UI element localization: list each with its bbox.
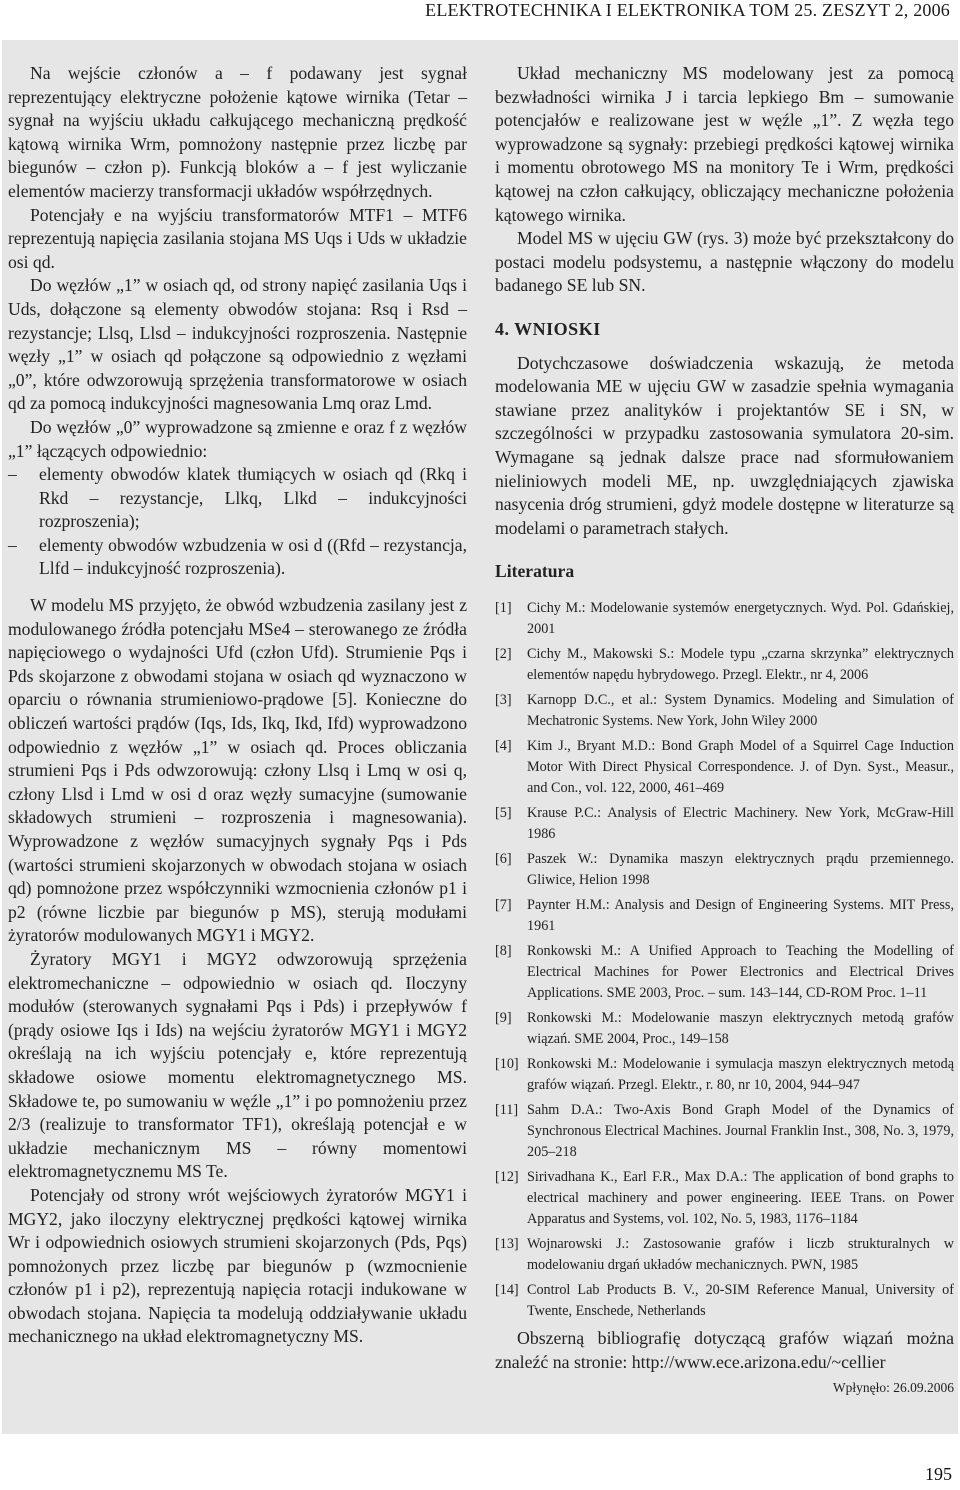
reference-item bbox=[495, 1008, 954, 1050]
list-item: – elementy obwodów wzbudzenia w osi d ((Rfd – rezystancja, Llfd – indukcyjność rozproszenia). bbox=[8, 534, 467, 581]
right-column bbox=[495, 62, 954, 1374]
reference-item bbox=[495, 895, 954, 937]
reference-item bbox=[495, 598, 954, 640]
reference-item bbox=[495, 736, 954, 799]
reference-list bbox=[495, 598, 954, 1322]
reference-number: [14] bbox=[495, 1281, 519, 1298]
reference-item bbox=[495, 690, 954, 732]
reference-item bbox=[495, 1280, 954, 1322]
reference-text: Ronkowski M.: A Unified Approach to Teaching the Modelling of Electrical Machines for Power Electronics and Electrical Drives Applications. SME 2003, Proc. – sum. 143–144, CD-ROM Proc. 1–11 bbox=[527, 942, 954, 1001]
reference-item bbox=[495, 803, 954, 845]
reference-item bbox=[495, 644, 954, 686]
reference-number: [3] bbox=[495, 691, 512, 708]
left-column bbox=[8, 62, 467, 1349]
reference-text: Paynter H.M.: Analysis and Design of Engineering Systems. MIT Press, 1961 bbox=[527, 896, 954, 934]
reference-number: [1] bbox=[495, 599, 512, 616]
reference-number: [9] bbox=[495, 1009, 512, 1026]
reference-number: [7] bbox=[495, 896, 512, 913]
reference-text: Sirivadhana K., Earl F.R., Max D.A.: The application of bond graphs to electrical machinery and power engineering. IEEE Trans. on Power Apparatus and Systems, vol. 102, No. 5, 1983, 1176–1184 bbox=[527, 1168, 954, 1227]
section-title: 4. WNIOSKI bbox=[495, 318, 601, 339]
reference-number: [13] bbox=[495, 1235, 519, 1252]
literature-title: Literatura bbox=[495, 561, 575, 582]
reference-number: [6] bbox=[495, 850, 512, 867]
reference-number: [12] bbox=[495, 1168, 519, 1185]
reference-text: Control Lab Products B. V., 20-SIM Reference Manual, University of Twente, Enschede, Netherlands bbox=[527, 1281, 954, 1319]
received-date: Wpłynęło: 26.09.2006 bbox=[832, 1380, 954, 1395]
journal-header: ELEKTROTECHNIKA I ELEKTRONIKA TOM 25. ZESZYT 2, 2006 bbox=[425, 0, 950, 20]
paragraph: Układ mechaniczny MS modelowany jest za pomocą bezwładności wirnika J i tarcia lepkiego Bm – sumowanie potencjałów e realizowane jest w węźle „1”. Z węzła tego wyprowadzone są sygnały: przebiegi prędkości kątowej wirnika i momentu obrotowego MS na monitory Te i Wrm, prędkości kątowej na człon całkujący, obliczający mechaniczne położenia kątowego wirnika. bbox=[495, 63, 954, 225]
reference-item bbox=[495, 1234, 954, 1276]
paragraph: W modelu MS przyjęto, że obwód wzbudzenia zasilany jest z modulowanego źródła potencjału MSe4 – sterowanego ze źródła napięciowego o wydajności Ufd (człon Ufd). Strumienie Pqs i Pds skojarzone z obwodami stojana w osiach qd wyznaczono w oparciu o równania strumieniowo-prądowe [5]. Konieczne do obliczeń wartości prądów (Iqs, Ids, Ikq, Ikd, Ifd) wyprowadzono odpowiednio z węzłów „1” w osiach qd. Proces obliczania strumieni Pqs i Pds odwzorowują: człony Llsq i Lmq w osi q, człony Llsd i Lmd w osi d oraz węzły sumacyjne (sumowanie składowych strumieni – rozproszenia i magnesowania). Wyprowadzone z węzłów sumacyjnych sygnały Pqs i Pds (wartości strumieni skojarzonych w obwodach stojana w osiach qd) pomnożone przez współczynniki wzmocnienia członów p1 i p2 (równe liczbie par biegunów p MS), sterują modułami żyratorów modulowanych MGY1 i MGY2. bbox=[8, 595, 467, 946]
conclusion-paragraph: Dotychczasowe doświadczenia wskazują, że metoda modelowania ME w ujęciu GW w zasadzie spełnia wymagania stawiane przez analityków i projektantów SE i SN, w szczególności w przypadku zastosowania symulatora 20-sim. Wymagane są jednak dalsze prace nad sformułowaniem nieliniowych modeli ME, np. uwzględniających zjawiska nasycenia dróg strumieni, gdyż modele dostępne w literaturze są modelami o parametrach stałych. bbox=[495, 352, 954, 538]
page-number: 195 bbox=[925, 1464, 952, 1484]
reference-text: Ronkowski M.: Modelowanie i symulacja maszyn elektrycznych metodą grafów wiązań. Przegl. Elektr., r. 80, nr 10, 2004, 944–947 bbox=[527, 1055, 954, 1093]
bibliography-note: Obszerną bibliografię dotyczącą grafów wiązań można znaleźć na stronie: http://www.ece.arizona.edu/~cellier bbox=[495, 1327, 954, 1372]
reference-item bbox=[495, 941, 954, 1004]
reference-text: Krause P.C.: Analysis of Electric Machinery. New York, McGraw-Hill 1986 bbox=[527, 804, 954, 842]
reference-text: Sahm D.A.: Two-Axis Bond Graph Model of the Dynamics of Synchronous Electrical Machines. Journal Franklin Inst., 308, No. 3, 1979, 205–218 bbox=[527, 1101, 954, 1160]
reference-text: Wojnarowski J.: Zastosowanie grafów i liczb strukturalnych w modelowaniu drgań układów mechanicznych. PWN, 1985 bbox=[527, 1235, 954, 1273]
reference-number: [8] bbox=[495, 942, 512, 959]
reference-number: [11] bbox=[495, 1101, 519, 1118]
reference-item bbox=[495, 849, 954, 891]
paragraph: Potencjały od strony wrót wejściowych żyratorów MGY1 i MGY2, jako iloczyny elektrycznej prędkości kątowej wirnika Wr i odpowiednich osiowych strumieni skojarzonych (Pds, Pqs) pomnożonych przez liczbę par biegunów p (wzmocnienie członów p1 i p2), reprezentują napięcia rotacji indukowane w obwodach stojana. Napięcia ta modelują oddziaływanie układu mechanicznego na układ elektromagnetyczny MS. bbox=[8, 1184, 467, 1347]
paragraph: Żyratory MGY1 i MGY2 odwzorowują sprzężenia elektromechaniczne – odpowiednio w osiach qd. Iloczyny modułów (sterowanych sygnałami Pqs i Pds) i przepływów f (prądy osiowe Iqs i Ids) na wejściu żyratorów MGY1 i MGY2 określają na ich wyjściu potencjały e, które reprezentują składowe osiowe momentu elektromagnetycznego MS. Składowe te, po sumowaniu w węźle „1” i po pomnożeniu przez 2/3 (realizuje to transformator TF1), określają potencjał e w układzie mechanicznym MS – równy momentowi elektromagnetycznemu MS Te. bbox=[8, 948, 467, 1182]
reference-text: Cichy M., Makowski S.: Modele typu „czarna skrzynka” elektrycznych elementów napędu hybrydowego. Przegl. Elektr., nr 4, 2006 bbox=[527, 645, 954, 683]
reference-number: [4] bbox=[495, 737, 512, 754]
paragraph: Do węzłów „1” w osiach qd, od strony napięć zasilania Uqs i Uds, dołączone są elementy obwodów stojana: Rsq i Rsd – rezystancje; Llsq, Llsd – indukcyjności rozproszenia. Następnie węzły „1” w osiach qd połączone są odpowiednio z węzłami „0”, które odwzorowują sprzężenia transformatorowe w osiach qd za pomocą indukcyjności magnesowania Lmq oraz Lmd. bbox=[8, 275, 467, 414]
reference-text: Cichy M.: Modelowanie systemów energetycznych. Wyd. Pol. Gdańskiej, 2001 bbox=[527, 599, 954, 637]
list-item: – elementy obwodów klatek tłumiących w osiach qd (Rkq i Rkd – rezystancje, Llkq, Llkd – indukcyjności rozproszenia); bbox=[8, 463, 467, 534]
reference-text: Ronkowski M.: Modelowanie maszyn elektrycznych metodą grafów wiązań. SME 2004, Proc., 149–158 bbox=[527, 1009, 954, 1047]
paragraph: Do węzłów „0” wyprowadzone są zmienne e oraz f z węzłów „1” łączących odpowiednio: bbox=[8, 416, 467, 461]
reference-item bbox=[495, 1167, 954, 1230]
paragraph: Na wejście członów a – f podawany jest sygnał reprezentujący elektryczne położenie kątowe wirnika (Tetar – sygnał na wyjściu układu całkującego mechaniczną prędkość kątową wirnika Wrm, pomnożony następnie przez liczbę par biegunów – człon p). Funkcją bloków a – f jest wyliczanie elementów macierzy transformacji układów współrzędnych. bbox=[8, 63, 467, 201]
reference-number: [5] bbox=[495, 804, 512, 821]
reference-item bbox=[495, 1054, 954, 1096]
reference-number: [10] bbox=[495, 1055, 519, 1072]
paragraph: Model MS w ujęciu GW (rys. 3) może być przekształcony do postaci modelu podsystemu, a następnie włączony do modelu badanego SE lub SN. bbox=[495, 228, 954, 296]
dash-list bbox=[8, 463, 467, 581]
reference-number: [2] bbox=[495, 645, 512, 662]
reference-text: Paszek W.: Dynamika maszyn elektrycznych prądu przemiennego. Gliwice, Helion 1998 bbox=[527, 850, 954, 888]
reference-text: Karnopp D.C., et al.: System Dynamics. Modeling and Simulation of Mechatronic Systems. New York, John Wiley 2000 bbox=[527, 691, 954, 729]
reference-item bbox=[495, 1100, 954, 1163]
reference-text: Kim J., Bryant M.D.: Bond Graph Model of a Squirrel Cage Induction Motor With Direct Physical Correspondence. J. of Dyn. Syst., Measur., and Con., vol. 122, 2000, 461–469 bbox=[527, 737, 954, 796]
paragraph: Potencjały e na wyjściu transformatorów MTF1 – MTF6 reprezentują napięcia zasilania stojana MS Uqs i Uds w układzie osi qd. bbox=[8, 204, 467, 272]
